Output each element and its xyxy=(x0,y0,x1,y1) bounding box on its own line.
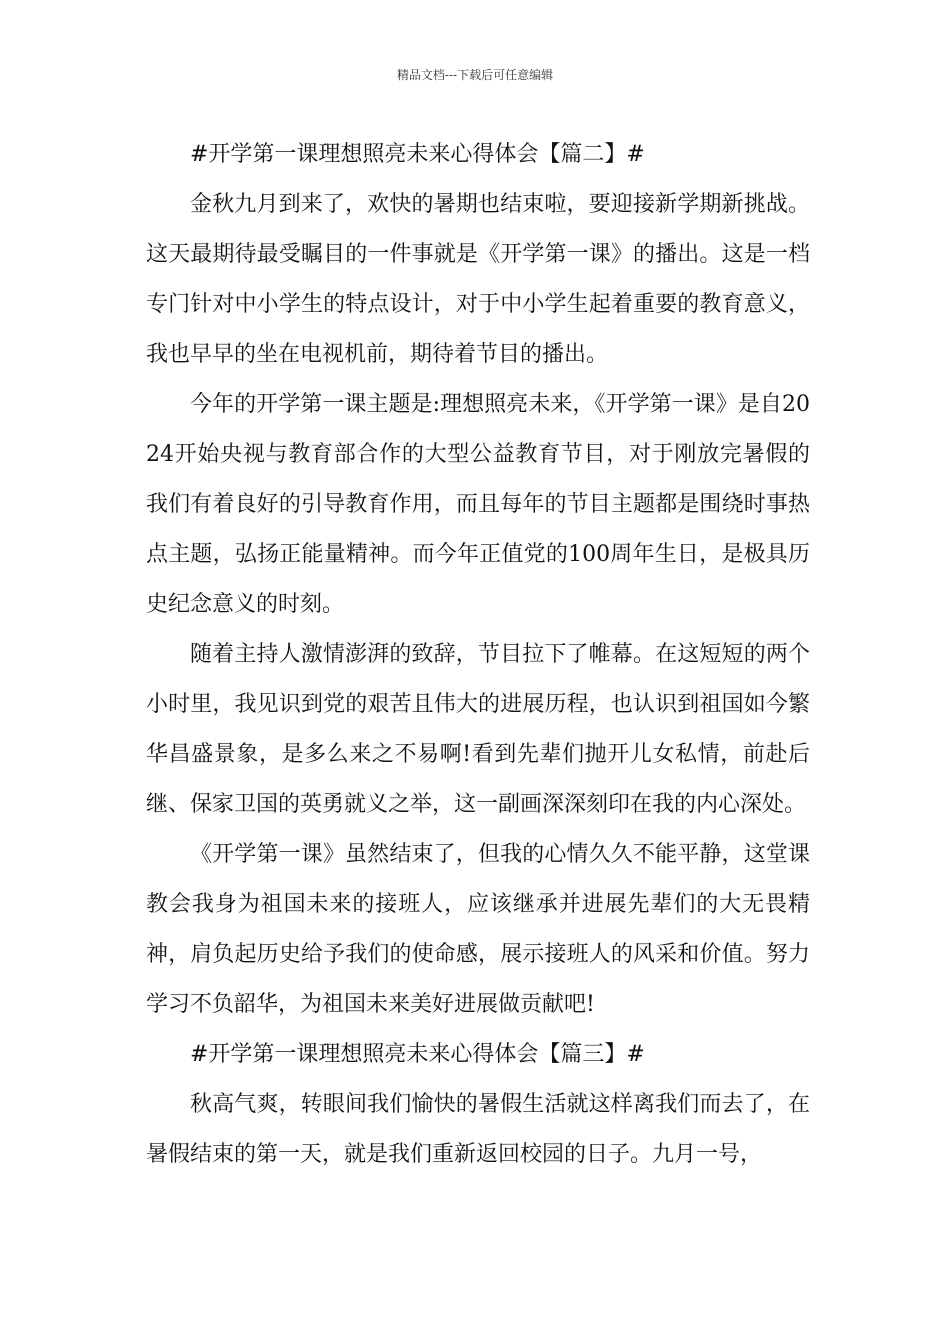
body-paragraph: 今年的开学第一课主题是:理想照亮未来，《开学第一课》是自2024开始央视与教育部合作的大型公益教育节目，对于刚放完暑假的我们有着良好的引导教育作用，而且每年的节目主题都是围绕时事热点主题，弘扬正能量精神。而今年正值党的100周年生日，是极具历史纪念意义的时刻。 xyxy=(146,392,810,617)
body-paragraph: 随着主持人激情澎湃的致辞，节目拉下了帷幕。在这短短的两个小时里，我见识到党的艰苦且伟大的进展历程，也认识到祖国如今繁华昌盛景象，是多么来之不易啊!看到先辈们抛开儿女私情，前赴后继、保家卫国的英勇就义之举，这一副画深深刻印在我的内心深处。 xyxy=(146,642,810,817)
body-paragraph: 金秋九月到来了，欢快的暑期也结束啦，要迎接新学期新挑战。这天最期待最受瞩目的一件事就是《开学第一课》的播出。这是一档专门针对中小学生的特点设计，对于中小学生起着重要的教育意义，我也早早的坐在电视机前，期待着节目的播出。 xyxy=(146,192,810,367)
body-paragraph: 《开学第一课》虽然结束了，但我的心情久久不能平静，这堂课教会我身为祖国未来的接班人，应该继承并进展先辈们的大无畏精神，肩负起历史给予我们的使命感，展示接班人的风采和价值。努力学习不负韶华，为祖国未来美好进展做贡献吧! xyxy=(146,842,810,1017)
page-header-note: 精品文档---下载后可任意编辑 xyxy=(396,68,554,82)
document-body xyxy=(146,130,810,1180)
body-paragraph: 秋高气爽，转眼间我们愉快的暑假生活就这样离我们而去了，在暑假结束的第一天，就是我们重新返回校园的日子。九月一号， xyxy=(146,1092,810,1167)
section-heading-part-three: #开学第一课理想照亮未来心得体会【篇三】# xyxy=(190,1042,645,1067)
section-heading-part-two: #开学第一课理想照亮未来心得体会【篇二】# xyxy=(190,142,645,167)
